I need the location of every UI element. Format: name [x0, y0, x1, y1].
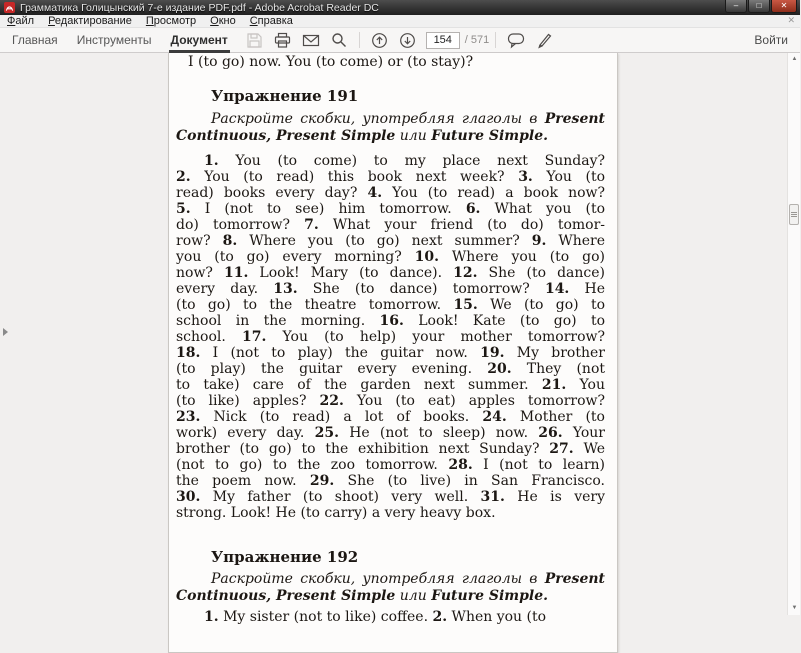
title-bar: [0, 0, 800, 15]
instruction-line: Раскройте скобки, употребляя глаголы в Present: [211, 571, 605, 587]
text-line: 1. You (to come) to my place next Sunday?: [204, 153, 605, 169]
menu-window[interactable]: Окно: [210, 15, 236, 27]
instruction-line: Continuous, Present Simple или Future Simple.: [176, 588, 548, 604]
page-number-input[interactable]: [426, 32, 460, 49]
exercise-192-heading: Упражнение 192: [211, 548, 359, 566]
exercise-191-heading: Упражнение 191: [211, 87, 359, 105]
exercise-191-body: [176, 153, 605, 521]
text-line: 18. I (not to play) the guitar now. 19. My brother: [176, 345, 605, 361]
menubar-close-icon[interactable]: ✕: [787, 15, 795, 25]
comment-button[interactable]: [505, 29, 527, 51]
adobe-reader-icon: [4, 2, 15, 13]
navigation-pane-toggle[interactable]: [1, 325, 10, 339]
tab-document[interactable]: Документ: [171, 28, 228, 53]
save-icon: [246, 32, 263, 49]
tab-home[interactable]: Главная: [12, 32, 58, 47]
partial-bottom-line: 1. My sister (not to like) coffee. 2. When you (to: [204, 609, 547, 625]
text-line: brother (to go) to the exhibition next Sunday? 27. We: [176, 441, 605, 457]
search-button[interactable]: [328, 29, 350, 51]
text-line: the poem now. 29. She (to live) in San Francisco.: [176, 473, 605, 489]
search-icon: [331, 32, 347, 48]
text-line: 30. My father (to shoot) very well. 31. He is very: [176, 489, 605, 505]
previous-paragraph-line: I (to go) now. You (to come) or (to stay)?: [188, 54, 474, 70]
instruction-line: Continuous, Present Simple или Future Simple.: [176, 128, 548, 144]
text-line: 2. You (to read) this book next week? 3. You (to: [176, 169, 606, 185]
text-line: (to like) apples? 22. You (to eat) apples tomorrow?: [176, 393, 605, 409]
text-line: to take) care of the garden next summer. 21. You: [176, 377, 605, 393]
save-button[interactable]: [244, 29, 266, 51]
window-controls: [724, 0, 797, 13]
text-line: (to play) the guitar every evening. 20. They (not: [176, 361, 605, 377]
highlight-pen-icon: [536, 32, 553, 49]
menu-view[interactable]: Просмотр: [145, 15, 197, 27]
page-down-icon: [399, 32, 416, 49]
next-page-button[interactable]: [397, 29, 419, 51]
scroll-down-icon[interactable]: ▼: [791, 605, 798, 611]
menu-edit[interactable]: Редактирование: [48, 15, 132, 27]
vertical-scrollbar[interactable]: [787, 53, 800, 615]
menu-help[interactable]: Справка: [249, 15, 293, 27]
text-line: strong. Look! He (to carry) a very heavy box.: [176, 505, 496, 521]
tab-tools[interactable]: Инструменты: [76, 32, 152, 47]
text-line: do) tomorrow? 7. What your friend (to do) tomor-: [176, 217, 605, 233]
instruction-line: Раскройте скобки, употребляя глаголы в Present: [211, 111, 605, 127]
pdf-page: [168, 53, 618, 653]
toolbar-separator: [359, 32, 360, 48]
text-line: read) books every day? 4. You (to read) a book now?: [176, 185, 605, 201]
text-line: (not to go) to the zoo tomorrow. 28. I (not to learn): [176, 457, 606, 473]
email-button[interactable]: [300, 29, 322, 51]
text-line: work) every day. 25. He (not to sleep) now. 26. Your: [176, 425, 605, 441]
maximize-button[interactable]: □: [748, 0, 770, 13]
text-line: every day. 13. She (to dance) tomorrow? 14. He: [176, 281, 605, 297]
page-up-icon: [371, 32, 388, 49]
minimize-button[interactable]: –: [725, 0, 747, 13]
exercise-192-instruction: [176, 571, 605, 605]
text-line: school. 17. You (to help) your mother tomorrow?: [176, 329, 605, 345]
highlight-button[interactable]: [533, 29, 555, 51]
toolbar-separator-2: [495, 32, 496, 48]
sign-in-button[interactable]: Войти: [754, 33, 788, 47]
exercise-191-instruction: [176, 111, 605, 145]
toolbar: [0, 28, 800, 53]
text-line: 23. Nick (to read) a lot of books. 24. Mother (to: [176, 409, 605, 425]
page-total-label: / 571: [464, 34, 490, 46]
window-title: Грамматика Голицынский 7-е издание PDF.pdf - Adobe Acrobat Reader DC: [20, 1, 379, 14]
chevron-right-icon: [3, 328, 8, 336]
scrollbar-thumb[interactable]: [789, 204, 799, 225]
text-line: now? 11. Look! Mary (to dance). 12. She (to dance): [176, 265, 605, 281]
previous-page-button[interactable]: [369, 29, 391, 51]
text-line: row? 8. Where you (to go) next summer? 9. Where: [176, 233, 606, 249]
text-line: you (to go) every morning? 10. Where you (to go): [176, 249, 605, 265]
close-button[interactable]: ✕: [771, 0, 797, 13]
print-button[interactable]: [272, 29, 294, 51]
text-line: school in the morning. 16. Look! Kate (to go) to: [176, 313, 606, 329]
email-icon: [302, 33, 320, 48]
document-canvas: [0, 53, 800, 625]
scroll-up-icon[interactable]: ▲: [791, 56, 798, 62]
menu-file[interactable]: Файл: [7, 15, 35, 27]
menu-bar: [0, 15, 800, 28]
text-line: (to go) to the theatre tomorrow. 15. We (to go) to: [176, 297, 605, 313]
print-icon: [274, 32, 291, 49]
comment-icon: [507, 32, 525, 48]
text-line: 5. I (not to see) him tomorrow. 6. What you (to: [176, 201, 605, 217]
